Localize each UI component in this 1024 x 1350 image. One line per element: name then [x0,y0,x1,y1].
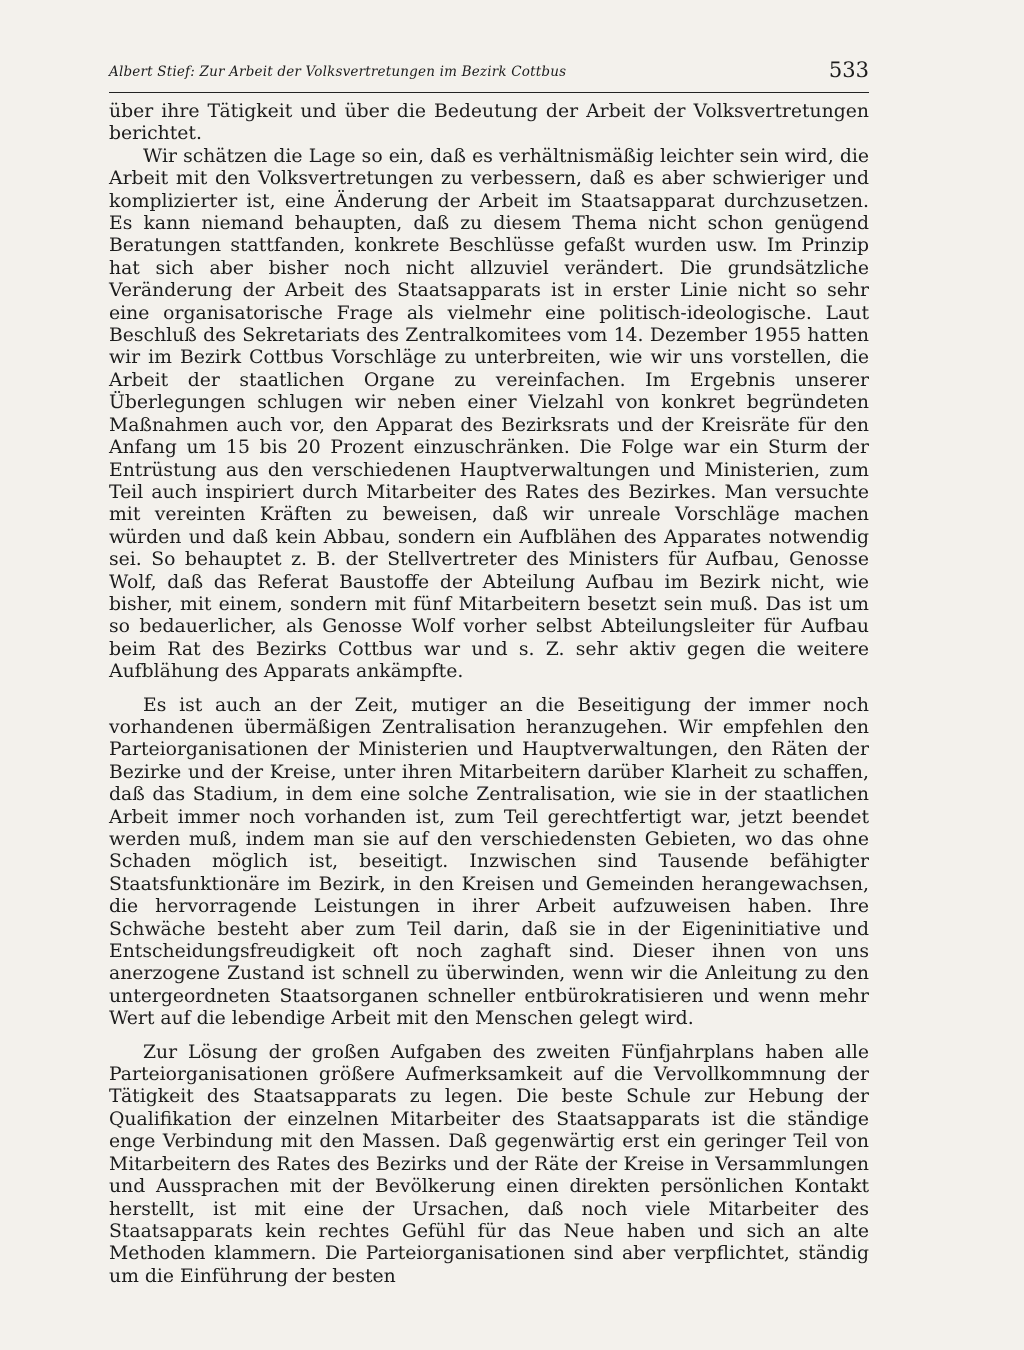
paragraph-4: Zur Lösung der großen Aufgaben des zweiten Fünfjahrplans haben alle Parteiorganisationen größere Aufmerksamkeit auf die Vervollkommnung der Tätigkeit des Staatsapparats zu legen. Die beste Schule zur Hebung der Qualifikation der einzelnen Mitarbeiter des Staatsapparats ist die ständige enge Verbindung mit den Massen. Daß gegenwärtig erst ein geringer Teil von Mitarbeitern des Rates des Bezirks und der Räte der Kreise in Versammlungen und Aussprachen mit der Bevölkerung einen direkten persönlichen Kontakt herstellt, ist mit eine der Ursachen, daß noch viele Mitarbeiter des Staatsapparats kein rechtes Gefühl für das Neue haben und sich an alte Methoden klammern. Die Parteiorganisationen sind aber verpflichtet, ständig um die Einführung der besten [109,1041,869,1287]
book-page [109,58,869,1288]
page-number: 533 [828,58,869,82]
paragraph-3: Es ist auch an der Zeit, mutiger an die Beseitigung der immer noch vorhandenen übermäßigen Zentralisation heranzugehen. Wir empfehlen den Parteiorganisationen der Ministerien und Hauptverwaltungen, den Räten der Bezirke und der Kreise, unter ihren Mitarbeitern darüber Klarheit zu schaffen, daß das Stadium, in dem eine solche Zentralisation, wie sie in der staatlichen Arbeit immer noch vorhanden ist, zum Teil gerechtfertigt war, jetzt beendet werden muß, indem man sie auf den verschiedensten Gebieten, wo das ohne Schaden möglich ist, beseitigt. Inzwischen sind Tausende befähigter Staatsfunktionäre im Bezirk, in den Kreisen und Gemeinden herangewachsen, die hervorragende Leistungen in ihrer Arbeit aufzuweisen haben. Ihre Schwäche besteht aber zum Teil darin, daß sie in der Eigeninitiative und Entscheidungsfreudigkeit oft noch zaghaft sind. Dieser ihnen von uns anerzogene Zustand ist schnell zu überwinden, wenn wir die Anleitung zu den untergeordneten Staatsorganen schneller entbürokratisieren und wenn mehr Wert auf die lebendige Arbeit mit den Menschen gelegt wird. [109,694,869,1030]
page-header [109,58,869,93]
paragraph-1: über ihre Tätigkeit und über die Bedeutung der Arbeit der Volksvertretungen berichtet. [109,101,869,145]
paragraph-2: Wir schätzen die Lage so ein, daß es verhältnismäßig leichter sein wird, die Arbeit mit den Volksvertretungen zu verbessern, daß es aber schwieriger und komplizierter ist, eine Änderung der Arbeit im Staatsapparat durchzusetzen. Es kann niemand behaupten, daß zu diesem Thema nicht schon genügend Beratungen stattfanden, konkrete Beschlüsse gefaßt wurden usw. Im Prinzip hat sich aber bisher noch nicht allzuviel verändert. Die grundsätzliche Veränderung der Arbeit des Staatsapparats ist in erster Linie nicht so sehr eine organisatorische Frage als vielmehr eine politisch-ideologische. Laut Beschluß des Sekretariats des Zentralkomitees vom 14. Dezember 1955 hatten wir im Bezirk Cottbus Vorschläge zu unterbreiten, wie wir uns vorstellen, die Arbeit der staatlichen Organe zu vereinfachen. Im Ergebnis unserer Überlegungen schlugen wir neben einer Vielzahl von konkret begründeten Maßnahmen auch vor, den Apparat des Bezirksrats und der Kreisräte für den Anfang um 15 bis 20 Prozent einzuschränken. Die Folge war ein Sturm der Entrüstung aus den verschiedenen Hauptverwaltungen und Ministerien, zum Teil auch inspiriert durch Mitarbeiter des Rates des Bezirkes. Man versuchte mit vereinten Kräften zu beweisen, daß wir unreale Vorschläge machen würden und daß kein Abbau, sondern ein Aufblähen des Apparates notwendig sei. So behauptet z. B. der Stellvertreter des Ministers für Aufbau, Genosse Wolf, daß das Referat Baustoffe der Abteilung Aufbau im Bezirk nicht, wie bisher, mit einem, sondern mit fünf Mitarbeitern besetzt sein muß. Das ist um so bedauerlicher, als Genosse Wolf vorher selbst Abteilungsleiter für Aufbau beim Rat des Bezirks Cottbus war und s. Z. sehr aktiv gegen die weitere Aufblähung des Apparats ankämpfte. [109,145,869,683]
running-title: Albert Stief: Zur Arbeit der Volksvertretungen im Bezirk Cottbus [109,64,567,80]
body-text [109,101,869,1288]
